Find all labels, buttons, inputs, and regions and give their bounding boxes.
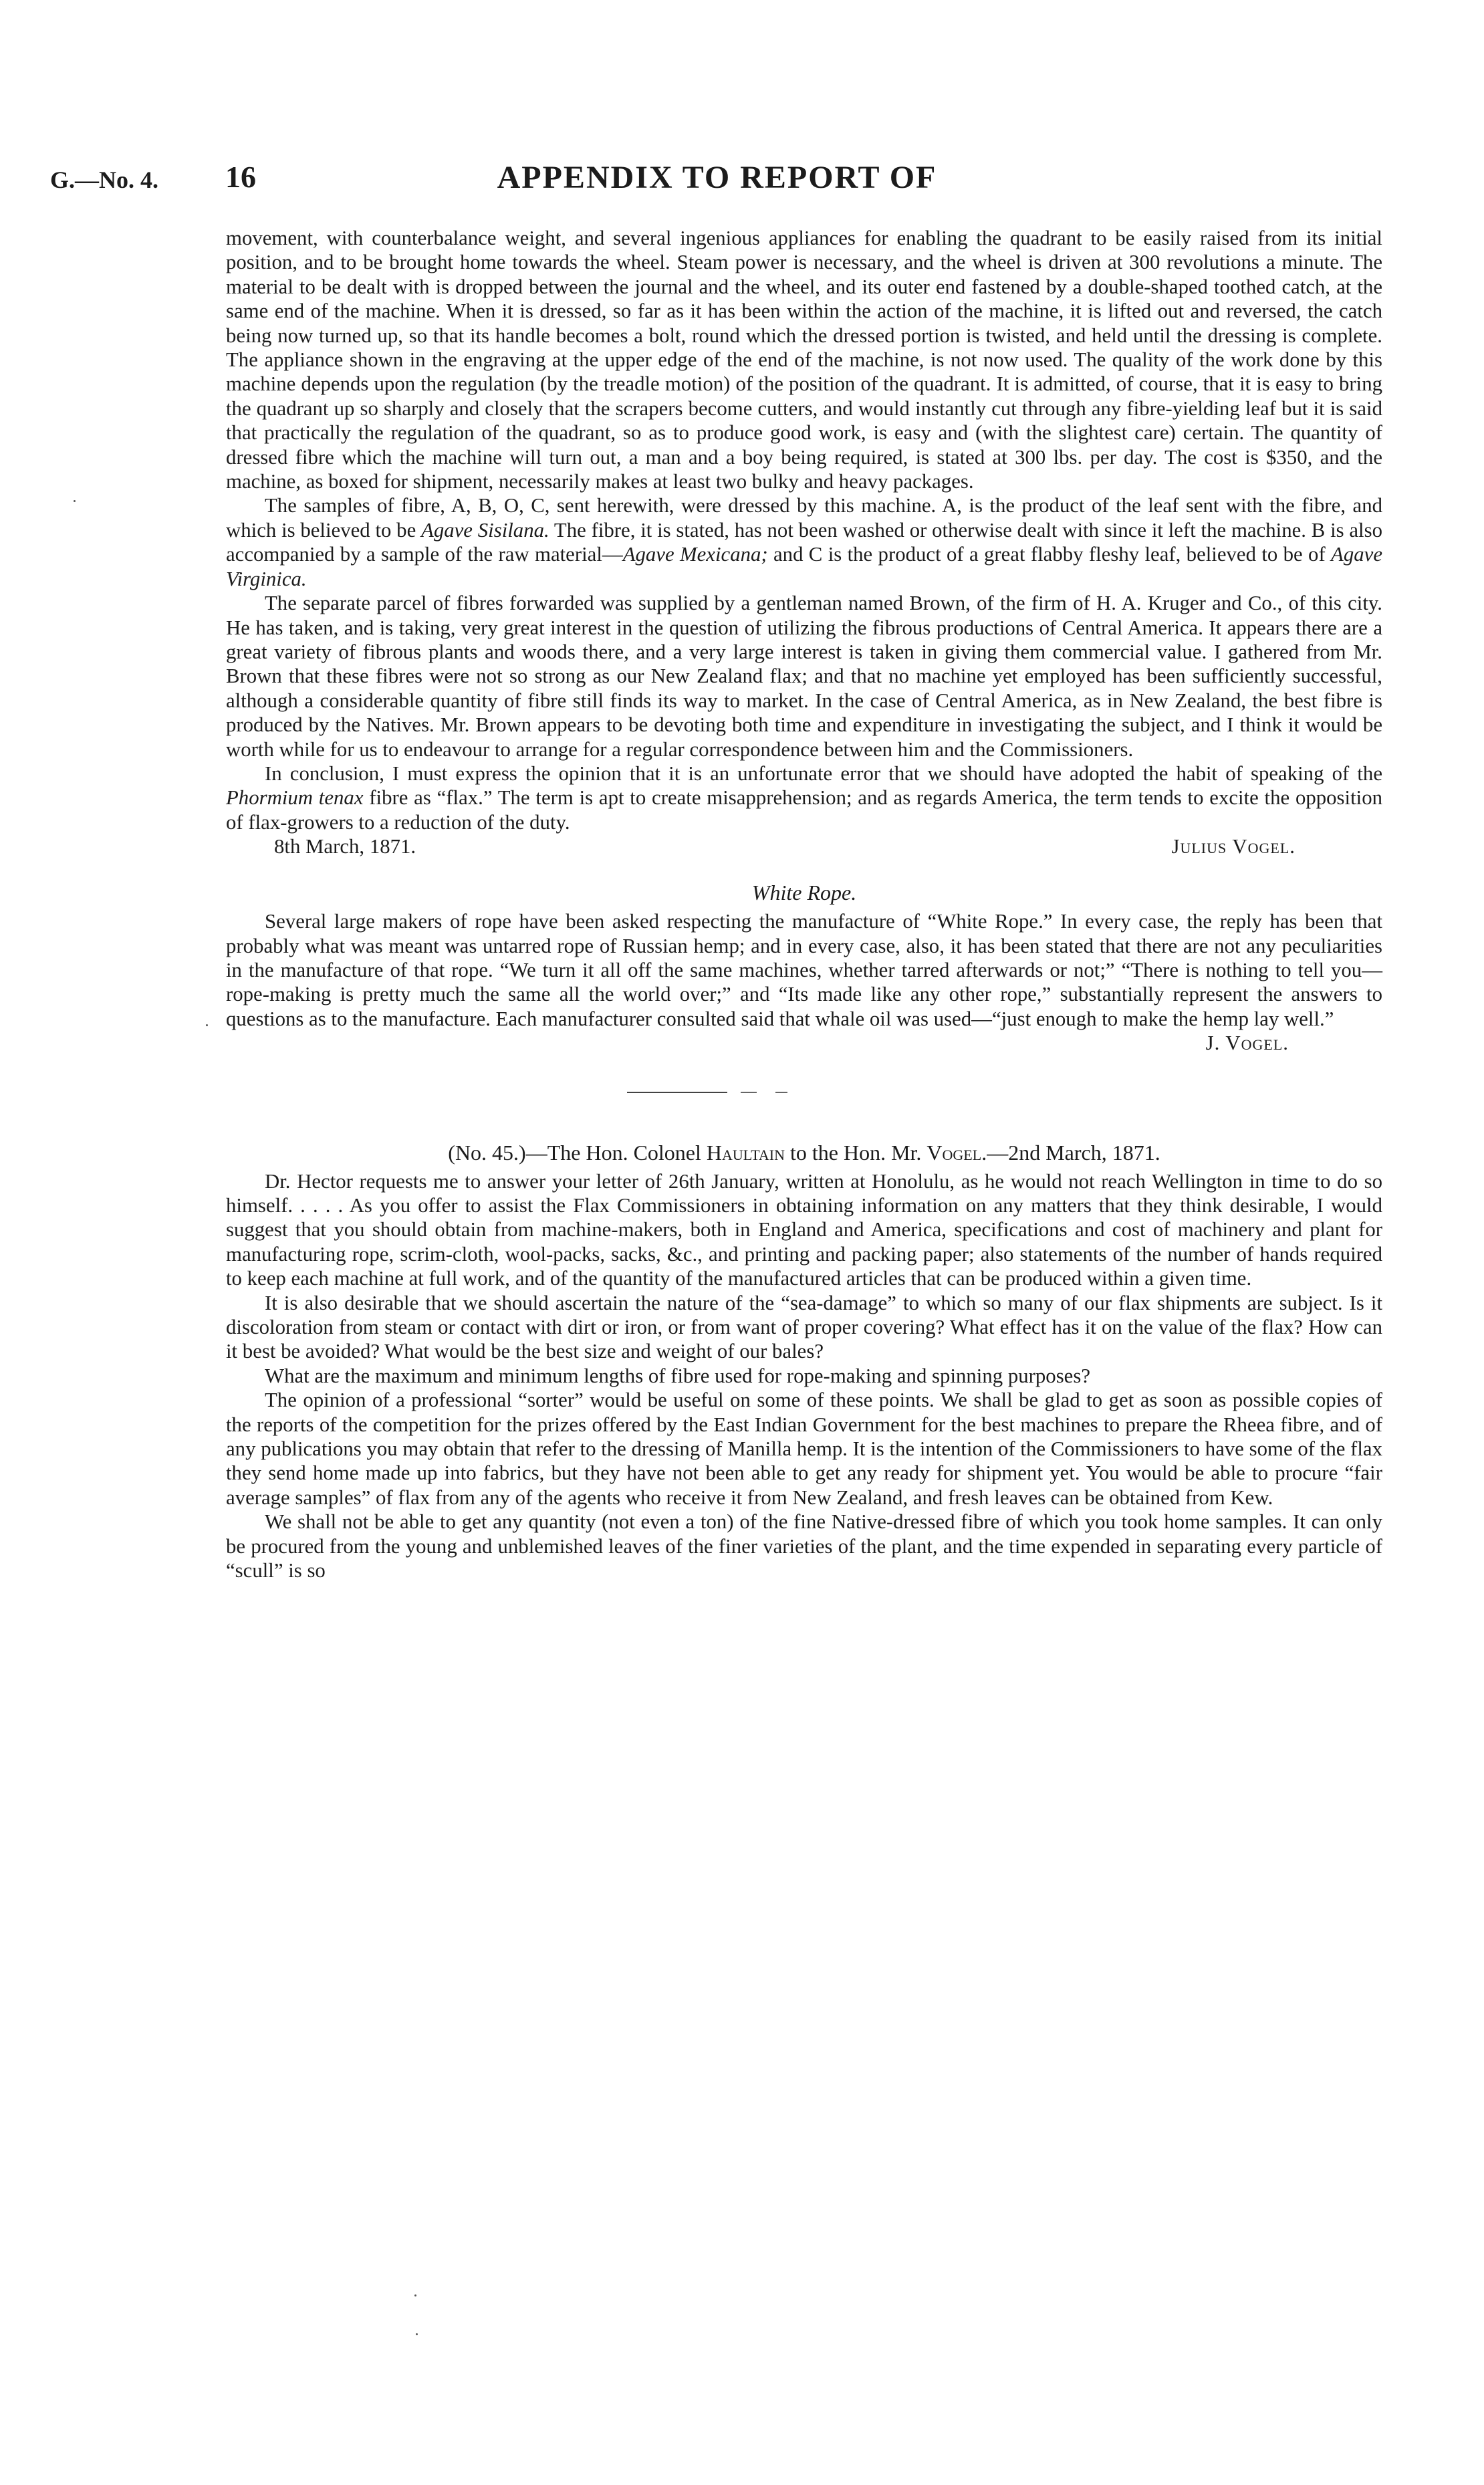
machine-description-paragraph: movement, with counterbalance weight, and several ingenious appliances for enabling the quadrant to be easily raised from its initial position, and to be brought home towards the wheel. Steam power is necessary, and the wheel is driven at 300 revolutions a minute. The material to be dealt with is dropped between the journal and the wheel, and its outer end fastened by a double-shaped toothed catch, at the same end of the machine. When it is dressed, so far as it has been within the action of the machine, it is lifted out and reversed, the catch being now turned up, so that its handle becomes a bolt, round which the dressed portion is twisted, and held until the dressing is complete. The appliance shown in the engraving at the upper edge of the end of the machine, is not now used. The quality of the work done by this machine depends upon the regulation (by the treadle motion) of the position of the quadrant. It is admitted, of course, that it is easy to bring the quadrant up so sharply and closely that the scrapers become cutters, and would instantly cut through any fibre-yielding leaf but it is said that practically the regulation of the quadrant, so as to produce good work, is easy and (with the slightest care) certain. The quantity of dressed fibre which the machine will turn out, a man and a boy being required, is stated at 300 lbs. per day. The cost is $350, and the machine, as boxed for shipment, necessarily makes at least two bulky and heavy packages. <box>226 227 1382 493</box>
conclusion-text-a: In conclusion, I must express the opinion that it is an unfortunate error that we should have adopted the habit of speaking of the <box>265 761 1382 785</box>
white-rope-paragraph: Several large makers of rope have been asked respecting the manufacture of “White Rope.” In every case, the reply has been that probably what was meant was untarred rope of Russian hemp; and in every case, also, it has been stated that there are not any peculiarities in the manufacture of that rope. “We turn it all off the same machines, whether tarred afterwards or not;” “There is nothing to tell you—rope-making is pretty much the same all the world over;” and “Its made like any other rope,” substantially represent the answers to questions as to the manufacture. Each manufacturer consulted said that whale oil was used—“just enough to make the hemp lay well.” <box>226 910 1382 1030</box>
conclusion-text-c: fibre as “flax.” The term is apt to create misapprehension; and as regards America, the term tends to excite the opposition of flax-growers to a reduction of the duty. <box>226 786 1383 834</box>
dateline-signature <box>226 834 1382 862</box>
page-header <box>50 159 1384 206</box>
print-speck <box>74 500 76 502</box>
heading-text-a: (No. 45.)—The Hon. Colonel <box>448 1140 707 1165</box>
letter-paragraph-fibre-lengths: What are the maximum and minimum lengths of fibre used for rope-making and spinning purposes? <box>265 1364 1091 1387</box>
fibre-samples-text-c: The fibre, it is stated, has not been washed or otherwise dealt with since it left the machine. B is also accompanied by a sample of the raw material— <box>226 518 1382 566</box>
letter-45-heading <box>226 1140 1382 1165</box>
species-phormium-tenax: Phormium tenax <box>226 786 364 810</box>
letter-date: 8th March, 1871. <box>274 835 416 858</box>
species-agave-virginica: Agave Virginica. <box>226 543 1382 590</box>
print-speck <box>206 1024 208 1026</box>
print-speck <box>414 2294 416 2296</box>
document-reference: G.—No. 4. <box>50 166 158 193</box>
heading-text-e: .—2nd March, 1871. <box>981 1140 1160 1165</box>
white-rope-heading: White Rope. <box>751 880 857 905</box>
heading-name-haultain: Haultain <box>706 1140 785 1165</box>
species-agave-mexicana: Agave Mexicana; <box>622 543 768 566</box>
fibre-samples-text-e: and C is the product of a great flabby fleshy leaf, believed to be of <box>767 543 1332 566</box>
page-number: 16 <box>225 160 256 194</box>
signature-j-vogel: J. Vogel. <box>1205 1032 1289 1055</box>
divider-rule-dash <box>741 1092 757 1093</box>
species-agave-sisilana: Agave Sisilana. <box>421 518 549 542</box>
main-text-column <box>226 226 1382 1583</box>
heading-text-c: to the Hon. Mr. <box>784 1140 927 1165</box>
heading-name-vogel: Vogel <box>926 1140 982 1165</box>
divider-rule <box>627 1092 727 1093</box>
central-america-paragraph: The separate parcel of fibres forwarded was supplied by a gentleman named Brown, of the firm of H. A. Kruger and Co., of this city. He has taken, and is taking, very great interest in the question of utilizing the fibrous productions of Central America. It appears there are a great variety of fibrous plants and woods there, and a very large interest is taken in giving them commercial value. I gathered from Mr. Brown that these fibres were not so strong as our New Zealand flax; and that no machine yet employed has been sufficiently successful, although a considerable quantity of fibre still finds its way to market. In the case of Central America, as in New Zealand, the best fibre is produced by the Natives. Mr. Brown appears to be devoting both time and expenditure in investigating the subject, and I think it would be worth while for us to endeavour to arrange for a regular correspondence between him and the Commissioners. <box>226 592 1382 761</box>
fibre-samples-paragraph <box>226 493 1382 591</box>
section-divider <box>226 1062 1382 1116</box>
letter-paragraph-sorter: The opinion of a professional “sorter” would be useful on some of these points. We shall be glad to get as soon as possible copies of the reports of the competition for the prizes offered by the East Indian Government for the best machines to prepare the Rheea fibre, and of any publications you may obtain that refer to the dressing of Manilla hemp. It is the intention of the Commissioners to have some of the flax they send home made up into fabrics, but they have not been able to get any ready for shipment yet. You would be able to procure “fair average samples” of flax from any of the agents who receive it from New Zealand, and fresh leaves can be obtained from Kew. <box>226 1389 1382 1509</box>
running-title: APPENDIX TO REPORT OF <box>497 160 937 195</box>
divider-rule-dash <box>775 1092 787 1093</box>
conclusion-paragraph <box>226 761 1382 834</box>
fibre-samples-text-a: The samples of fibre, A, B, O, C, sent herewith, were dressed by this machine. A, is the product of the leaf sent with the fibre, and which is believed to be <box>226 494 1382 542</box>
letter-paragraph-sea-damage: It is also desirable that we should ascertain the nature of the “sea-damage” to which so many of our flax shipments are subject. Is it discoloration from steam or contact with dirt or iron, or from want of proper covering? What effect has it on the value of the flax? How can it best be avoided? What would be the best size and weight of our bales? <box>226 1291 1382 1363</box>
print-speck <box>416 2333 418 2335</box>
signature-julius-vogel: Julius Vogel. <box>1171 835 1295 858</box>
letter-paragraph-native-fibre: We shall not be able to get any quantity (not even a ton) of the fine Native-dressed fibre of which you took home samples. It can only be procured from the young and unblemished leaves of the finer varieties of the plant, and the time expended in separating every particle of “scull” is so <box>226 1510 1382 1582</box>
letter-paragraph-request: Dr. Hector requests me to answer your letter of 26th January, written at Honolulu, as he would not reach Wellington in time to do so himself. . . . . As you offer to assist the Flax Commissioners in obtaining information on any matters that they think desirable, I would suggest that you should obtain from machine-makers, both in England and America, specifications and cost of machinery and plant for manufacturing rope, scrim-cloth, wool-packs, sacks, &c., and printing and packing paper; also statements of the number of hands required to keep each machine at full work, and of the quantity of the manufactured articles that can be produced within a given time. <box>226 1169 1382 1290</box>
